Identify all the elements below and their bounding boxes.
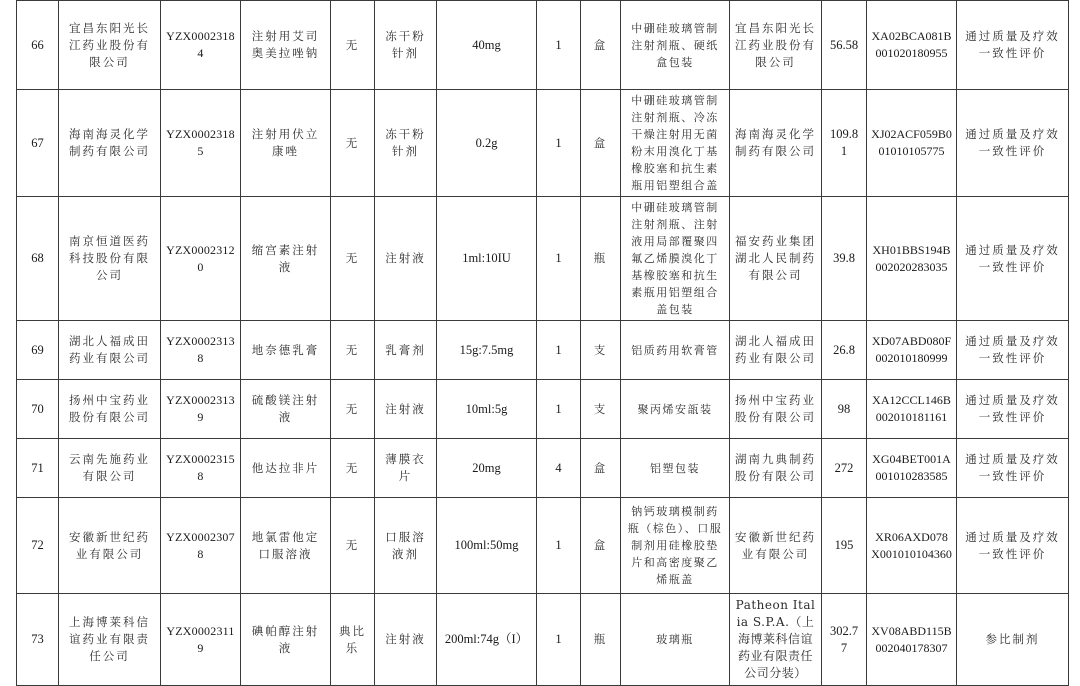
- price: 302.77: [822, 594, 867, 686]
- package-unit: 瓶: [581, 594, 621, 686]
- package-unit: 支: [581, 380, 621, 439]
- package-quantity: 1: [537, 197, 581, 321]
- drug-code: XJ02ACF059B001010105775: [867, 90, 957, 197]
- price: 56.58: [822, 1, 867, 90]
- dosage-form: 冻干粉针剂: [375, 90, 437, 197]
- dosage-form: 注射液: [375, 197, 437, 321]
- row-number: 72: [17, 498, 59, 594]
- acceptance-number: YZX00023138: [161, 321, 241, 380]
- package-unit: 盒: [581, 90, 621, 197]
- drug-code: XA12CCL146B002010181161: [867, 380, 957, 439]
- price: 26.8: [822, 321, 867, 380]
- table-row: [17, 1, 1069, 90]
- price: 39.8: [822, 197, 867, 321]
- specification: 20mg: [437, 439, 537, 498]
- acceptance-number: YZX00023119: [161, 594, 241, 686]
- dosage-form: 冻干粉针剂: [375, 1, 437, 90]
- package-quantity: 1: [537, 321, 581, 380]
- table-row: [17, 321, 1069, 380]
- drug-name: 地氯雷他定口服溶液: [241, 498, 331, 594]
- applicant-company: 湖北人福成田药业有限公司: [59, 321, 161, 380]
- price: 98: [822, 380, 867, 439]
- package-unit: 盒: [581, 439, 621, 498]
- dosage-form: 注射液: [375, 380, 437, 439]
- evaluation-note: 通过质量及疗效一致性评价: [957, 1, 1069, 90]
- evaluation-note: 通过质量及疗效一致性评价: [957, 498, 1069, 594]
- drug-name: 地奈德乳膏: [241, 321, 331, 380]
- manufacturer: 扬州中宝药业股份有限公司: [730, 380, 822, 439]
- manufacturer: 湖南九典制药股份有限公司: [730, 439, 822, 498]
- drug-name: 他达拉非片: [241, 439, 331, 498]
- dosage-form: 口服溶液剂: [375, 498, 437, 594]
- evaluation-note: 通过质量及疗效一致性评价: [957, 90, 1069, 197]
- trade-name: 无: [331, 498, 375, 594]
- applicant-company: 海南海灵化学制药有限公司: [59, 90, 161, 197]
- drug-code: XH01BBS194B002020283035: [867, 197, 957, 321]
- manufacturer: 海南海灵化学制药有限公司: [730, 90, 822, 197]
- table-body: [17, 1, 1069, 686]
- acceptance-number: YZX00023139: [161, 380, 241, 439]
- manufacturer: 湖北人福成田药业有限公司: [730, 321, 822, 380]
- package-quantity: 1: [537, 594, 581, 686]
- packaging-material: 中硼硅玻璃管制注射剂瓶、冷冻干燥注射用无菌粉末用溴化丁基橡胶塞和抗生素瓶用铝塑组合盖: [621, 90, 730, 197]
- drug-name: 注射用艾司奥美拉唑钠: [241, 1, 331, 90]
- trade-name: 无: [331, 1, 375, 90]
- acceptance-number: YZX00023120: [161, 197, 241, 321]
- drug-name: 碘帕醇注射液: [241, 594, 331, 686]
- acceptance-number: YZX00023078: [161, 498, 241, 594]
- packaging-material: 铝质药用软膏管: [621, 321, 730, 380]
- package-quantity: 4: [537, 439, 581, 498]
- price: 109.81: [822, 90, 867, 197]
- specification: 200ml:74g（I）: [437, 594, 537, 686]
- package-unit: 瓶: [581, 197, 621, 321]
- drug-name: 硫酸镁注射液: [241, 380, 331, 439]
- specification: 40mg: [437, 1, 537, 90]
- applicant-company: 上海博莱科信谊药业有限责任公司: [59, 594, 161, 686]
- drug-code: XG04BET001A001010283585: [867, 439, 957, 498]
- drug-name: 注射用伏立康唑: [241, 90, 331, 197]
- manufacturer: 宜昌东阳光长江药业股份有限公司: [730, 1, 822, 90]
- row-number: 68: [17, 197, 59, 321]
- packaging-material: 聚丙烯安瓿装: [621, 380, 730, 439]
- table-row: [17, 498, 1069, 594]
- drug-code: XV08ABD115B002040178307: [867, 594, 957, 686]
- package-quantity: 1: [537, 498, 581, 594]
- table-row: [17, 594, 1069, 686]
- packaging-material: 中硼硅玻璃管制注射剂瓶、硬纸盒包装: [621, 1, 730, 90]
- specification: 10ml:5g: [437, 380, 537, 439]
- acceptance-number: YZX00023184: [161, 1, 241, 90]
- dosage-form: 乳膏剂: [375, 321, 437, 380]
- row-number: 67: [17, 90, 59, 197]
- row-number: 71: [17, 439, 59, 498]
- applicant-company: 宜昌东阳光长江药业股份有限公司: [59, 1, 161, 90]
- price: 195: [822, 498, 867, 594]
- specification: 1ml:10IU: [437, 197, 537, 321]
- table-row: [17, 90, 1069, 197]
- row-number: 73: [17, 594, 59, 686]
- table-row: [17, 197, 1069, 321]
- package-unit: 支: [581, 321, 621, 380]
- drug-code: XR06AXD078X001010104360: [867, 498, 957, 594]
- package-quantity: 1: [537, 90, 581, 197]
- package-quantity: 1: [537, 380, 581, 439]
- table-row: [17, 439, 1069, 498]
- packaging-material: 中硼硅玻璃管制注射剂瓶、注射液用局部覆聚四氟乙烯膜溴化丁基橡胶塞和抗生素瓶用铝塑组合盖包装: [621, 197, 730, 321]
- row-number: 66: [17, 1, 59, 90]
- dosage-form: 薄膜衣片: [375, 439, 437, 498]
- evaluation-note: 通过质量及疗效一致性评价: [957, 380, 1069, 439]
- packaging-material: 玻璃瓶: [621, 594, 730, 686]
- trade-name: 无: [331, 90, 375, 197]
- specification: 15g:7.5mg: [437, 321, 537, 380]
- specification: 0.2g: [437, 90, 537, 197]
- dosage-form: 注射液: [375, 594, 437, 686]
- table-row: [17, 380, 1069, 439]
- evaluation-note: 通过质量及疗效一致性评价: [957, 321, 1069, 380]
- price: 272: [822, 439, 867, 498]
- specification: 100ml:50mg: [437, 498, 537, 594]
- evaluation-note: 参比制剂: [957, 594, 1069, 686]
- row-number: 70: [17, 380, 59, 439]
- drug-name: 缩宫素注射液: [241, 197, 331, 321]
- acceptance-number: YZX00023158: [161, 439, 241, 498]
- manufacturer: 福安药业集团湖北人民制药有限公司: [730, 197, 822, 321]
- evaluation-note: 通过质量及疗效一致性评价: [957, 439, 1069, 498]
- trade-name: 无: [331, 380, 375, 439]
- applicant-company: 扬州中宝药业股份有限公司: [59, 380, 161, 439]
- drug-code: XA02BCA081B001020180955: [867, 1, 957, 90]
- drug-list-sheet: [16, 0, 1068, 686]
- package-unit: 盒: [581, 1, 621, 90]
- drug-price-table: [16, 0, 1069, 686]
- trade-name: 典比乐: [331, 594, 375, 686]
- manufacturer: 安徽新世纪药业有限公司: [730, 498, 822, 594]
- applicant-company: 云南先施药业有限公司: [59, 439, 161, 498]
- applicant-company: 南京恒道医药科技股份有限公司: [59, 197, 161, 321]
- row-number: 69: [17, 321, 59, 380]
- manufacturer: Patheon Italia S.P.A.（上海博莱科信谊药业有限责任公司分装）: [730, 594, 822, 686]
- package-quantity: 1: [537, 1, 581, 90]
- trade-name: 无: [331, 197, 375, 321]
- drug-code: XD07ABD080F002010180999: [867, 321, 957, 380]
- trade-name: 无: [331, 439, 375, 498]
- package-unit: 盒: [581, 498, 621, 594]
- trade-name: 无: [331, 321, 375, 380]
- evaluation-note: 通过质量及疗效一致性评价: [957, 197, 1069, 321]
- acceptance-number: YZX00023185: [161, 90, 241, 197]
- applicant-company: 安徽新世纪药业有限公司: [59, 498, 161, 594]
- packaging-material: 钠钙玻璃模制药瓶（棕色）、口服制剂用硅橡胶垫片和高密度聚乙烯瓶盖: [621, 498, 730, 594]
- packaging-material: 铝塑包装: [621, 439, 730, 498]
